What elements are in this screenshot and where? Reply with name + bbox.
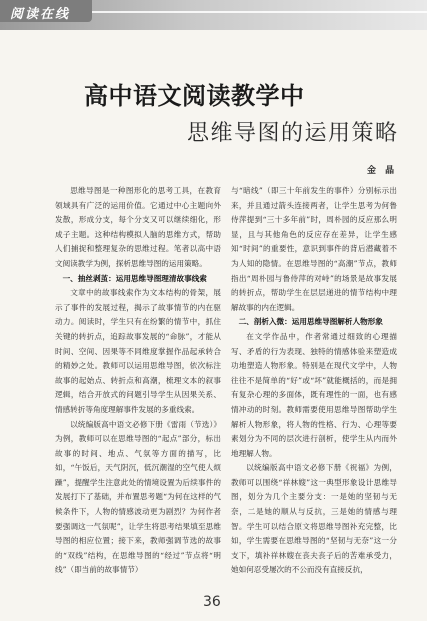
paragraph: 以统编版高中语文必修下册《祝福》为例，教师可以围绕“祥林嫂”这一典型形象设计思维导图，划分为几个主要分支：一是她的坚韧与无奈，二是她的顺从与反抗，三是她的情感与理智。学生可以结合原文将思维导图补充完整，比如，学生需要在思维导图的“坚韧与无奈”这一分支下，填补祥林嫂在丧夫丧子后的苦难承受力，她如何忍受屡次的不公而没有直接反抗，: [231, 463, 397, 575]
author-name: 金 晶: [367, 166, 398, 176]
header-band: [0, 0, 427, 30]
section-heading: 一、抽丝剥茧：运用思维导图理清故事线索: [62, 273, 207, 283]
paragraph: 与“暗线”（即三十年前发生的事件）分别标示出来，并且通过箭头连接两者，让学生思考为何鲁侍萍提到“三十多年前”时，周朴园的反应那么明显，且与其他角色的反应存在差异，让学生感知“时间”的重要性，意识到事件的背后潜藏着不为人知的隐情。在思维导图的“高潮”节点，教师指出“周朴园与鲁侍萍的对峙”的场景是故事发展的转折点，帮助学生在层层递进的情节结构中理解故事的内在逻辑。: [231, 186, 397, 312]
right-text-column: [231, 184, 397, 578]
paragraph: 以统编版高中语文必修下册《雷雨（节选）》为例，教师可以在思维导图的“起点”部分，标出故事的时间、地点、气氛等方面的描写，比如，“午饭后，天气阴沉，低沉潮湿的空气使人烦躁”，提醒学生注意此处的情境设置为后续事件的发展打下了基础，并布置思考题“为何在这样的气候条件下，人物的情感波动更为剧烈？为何作者要强调这一气氛呢”，让学生将思考结果填至思维导图的相应位置；接下来，教师强调节选的故事的“双线”结构，在思维导图的“经过”节点将“明线”（即当前的故事情节）: [55, 419, 221, 575]
section-heading: 二、剖析入微：运用思维导图解析人物形象: [238, 317, 383, 327]
paragraph: 在文学作品中，作者常通过细致的心理描写、矛盾的行为表现、独特的情感体验来塑造成功地塑造人物形象。特别是在现代文学中，人物往往不是简单的“好”或“坏”就能概括的，而是拥有复杂心理的多面体，既有理性的一面，也有感情冲动的时刻。教师需要使用思维导图帮助学生解析人物形象，将人物的性格、行为、心理等要素划分为不同的层次进行剖析，使学生从内而外地理解人物。: [231, 331, 397, 458]
header-decorative-line: [92, 11, 427, 13]
article-title: 高中语文阅读教学中: [84, 82, 305, 110]
section-label: 阅读在线: [10, 7, 71, 22]
article-subtitle: 思维导图的运用策略: [187, 121, 399, 146]
left-text-column: [55, 184, 221, 578]
page-number: 36: [203, 594, 221, 610]
paragraph: 思维导图是一种图形化的思考工具，在教育领域具有广泛的运用价值。它通过中心主题向外发散，形成分支，每个分支又可以继续细化，形成子主题。这种结构模拟人脑的思维方式，帮助人们捕捉和整理复杂的思维过程。笔者以高中语文阅读教学为例，探析思维导图的运用策略。: [55, 186, 221, 268]
paragraph: 文章中的故事线索作为文本结构的骨架，展示了事件的发展过程，揭示了故事情节的内在驱动力。阅读时，学生只有在纷繁的情节中，抓住关键的转折点，追踪故事发展的“命脉”，才能从时间、空间、因果等不同维度掌握作品起承转合的精妙之处。教师可以运用思维导图，依次标注故事的起始点、转折点和高潮，梳理文本的叙事逻辑，结合开放式的问题引导学生从因果关系、情感转折等角度理解事件发展的多重线索。: [55, 288, 221, 414]
